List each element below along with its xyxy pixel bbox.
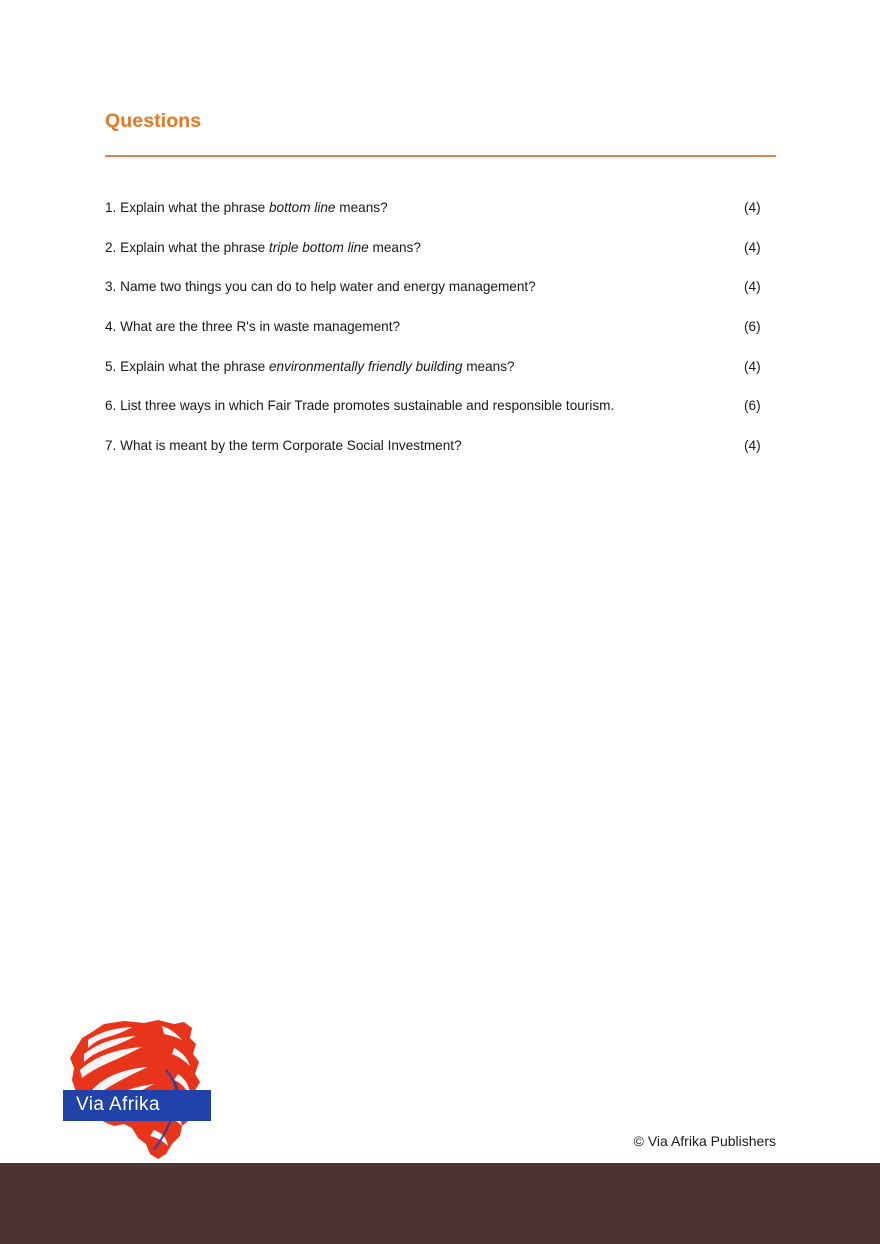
list-item bbox=[105, 396, 776, 436]
question-text: 7. What is meant by the term Corporate Social Investment? bbox=[105, 438, 462, 454]
question-marks: (6) bbox=[744, 319, 761, 335]
question-marks: (4) bbox=[744, 358, 761, 374]
list-item bbox=[105, 436, 776, 476]
list-item bbox=[105, 277, 776, 317]
copyright-notice: © Via Afrika Publishers bbox=[633, 1133, 776, 1149]
questions-list bbox=[105, 198, 776, 476]
question-text: 6. List three ways in which Fair Trade promotes sustainable and responsible tourism. bbox=[105, 398, 615, 414]
question-text: 1. Explain what the phrase bottom line means? bbox=[105, 200, 388, 215]
page-title: Questions bbox=[105, 110, 202, 132]
question-marks: (4) bbox=[744, 279, 761, 295]
question-text: 2. Explain what the phrase triple bottom line means? bbox=[105, 239, 421, 255]
question-text: 3. Name two things you can do to help water and energy management? bbox=[105, 279, 536, 295]
question-text: 5. Explain what the phrase environmentally friendly building means? bbox=[105, 358, 515, 374]
list-item bbox=[105, 317, 776, 357]
logo-banner-label: Via Afrika bbox=[76, 1094, 160, 1115]
question-marks: (6) bbox=[744, 398, 761, 414]
question-marks: (4) bbox=[744, 239, 761, 255]
question-text: 4. What are the three R's in waste management? bbox=[105, 319, 401, 335]
heading-divider bbox=[105, 155, 776, 157]
question-marks: (4) bbox=[744, 438, 761, 454]
question-marks: (4) bbox=[744, 200, 761, 215]
list-item bbox=[105, 357, 776, 397]
footer-bar bbox=[0, 1163, 880, 1244]
list-item bbox=[105, 238, 776, 278]
list-item bbox=[105, 198, 776, 238]
